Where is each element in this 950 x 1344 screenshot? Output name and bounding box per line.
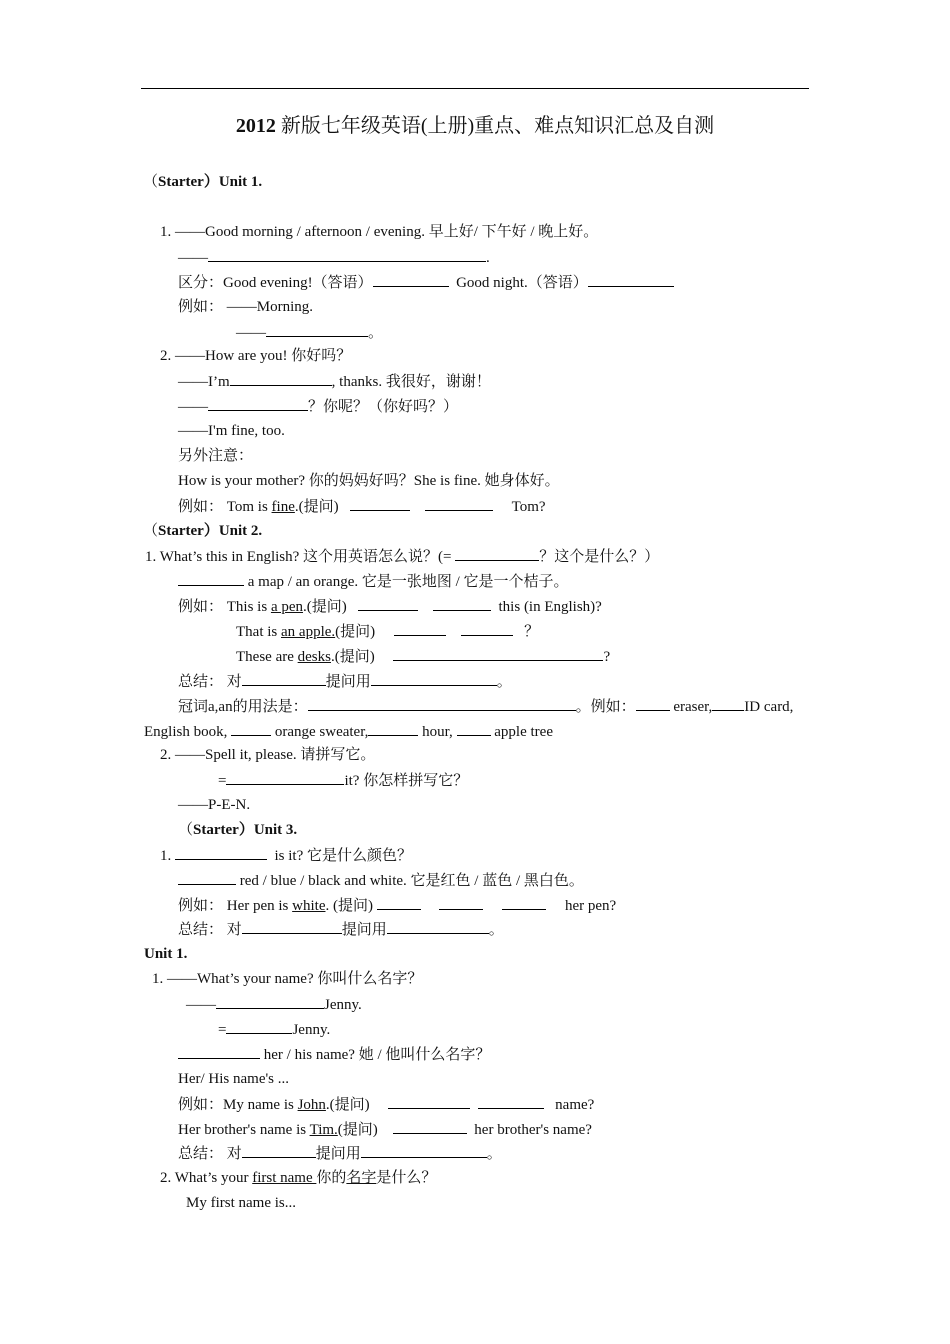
answer-blank[interactable] [208,396,308,411]
answer-blank[interactable] [373,272,449,287]
exercise-line: 例如： Tom is fine.(提问) Tom? [178,496,546,517]
answer-blank[interactable] [393,646,603,661]
exercise-line: 例如： ——Morning. [178,299,314,315]
answer-blank[interactable] [461,621,513,636]
answer-blank[interactable] [387,919,489,934]
answer-blank[interactable] [178,870,236,885]
answer-blank[interactable] [266,322,368,337]
answer-blank[interactable] [226,770,344,785]
answer-blank[interactable] [712,696,744,711]
answer-blank[interactable] [478,1094,544,1109]
section-heading: （Starter）Unit 1. [143,174,263,190]
exercise-line: her / his name? 她 / 他叫什么名字？ [178,1044,490,1065]
exercise-line: English book, orange sweater, hour, apple tree [144,721,553,742]
section-heading: （Starter）Unit 2. [143,523,263,539]
answer-blank[interactable] [242,671,326,686]
exercise-line: 总结： 对 提问用 。 [178,671,512,692]
exercise-line: = Jenny. [218,1019,330,1040]
page-title: 2012 新版七年级英语(上册)重点、难点知识汇总及自测 [235,115,715,137]
answer-blank[interactable] [231,721,271,736]
exercise-line: ——I’m , thanks. 我很好，谢谢！ [178,371,491,392]
answer-blank[interactable] [216,994,324,1009]
exercise-line: 例如：My name is John.(提问) name? [178,1094,594,1115]
exercise-line: —— ？你呢？（你好吗？） [178,396,458,417]
answer-blank[interactable] [175,845,267,860]
answer-blank[interactable] [457,721,491,736]
exercise-line: 另外注意： [178,448,254,464]
exercise-line: —— . [178,247,490,268]
exercise-line: 1. is it? 它是什么颜色？ [160,845,412,866]
answer-blank[interactable] [588,272,674,287]
answer-blank[interactable] [394,621,446,636]
exercise-line: 总结： 对 提问用 。 [178,1143,502,1164]
answer-blank[interactable] [377,895,421,910]
exercise-line: = it? 你怎样拼写它？ [218,770,468,791]
section-heading: Unit 1. [144,946,188,962]
section-heading: （Starter）Unit 3. [178,822,298,838]
exercise-line: Her/ His name's ... [178,1071,290,1087]
exercise-line: 总结： 对 提问用 。 [178,919,504,940]
exercise-line: 2. ——How are you! 你好吗？ [160,348,352,364]
answer-blank[interactable] [636,696,670,711]
exercise-line: ——P-E-N. [178,797,251,813]
exercise-line: That is an apple.(提问) ？ [236,621,539,642]
answer-blank[interactable] [439,895,483,910]
header-rule [141,88,809,89]
exercise-line: 2. ——Spell it, please. 请拼写它。 [160,747,376,763]
answer-blank[interactable] [208,247,486,262]
answer-blank[interactable] [368,721,418,736]
exercise-line: Her brother's name is Tim.(提问) her brother's name? [178,1119,592,1140]
exercise-line: 例如： This is a pen.(提问) this (in English)? [178,596,602,617]
exercise-line: 2. What’s your first name 你的名字是什么？ [160,1170,437,1186]
answer-blank[interactable] [502,895,546,910]
exercise-line: ——I'm fine, too. [178,423,285,439]
answer-blank[interactable] [178,571,244,586]
answer-blank[interactable] [242,1143,316,1158]
exercise-line: 区分：Good evening!（答语） Good night.（答语） [178,272,674,293]
exercise-line: 1. What’s this in English? 这个用英语怎么说？(= ？这个是什么？） [145,546,659,567]
exercise-line: 1. ——What’s your name? 你叫什么名字？ [152,971,423,987]
answer-blank[interactable] [242,919,342,934]
answer-blank[interactable] [361,1143,487,1158]
answer-blank[interactable] [433,596,491,611]
exercise-line: red / blue / black and white. 它是红色 / 蓝色 / 黑白色。 [178,870,584,891]
answer-blank[interactable] [178,1044,260,1059]
answer-blank[interactable] [388,1094,470,1109]
answer-blank[interactable] [425,496,493,511]
exercise-line: How is your mother? 你的妈妈好吗？She is fine. 她身体好。 [178,473,560,489]
exercise-line: My first name is... [186,1195,296,1211]
exercise-line: a map / an orange. 它是一张地图 / 它是一个桔子。 [178,571,569,592]
answer-blank[interactable] [358,596,418,611]
answer-blank[interactable] [455,546,539,561]
exercise-line: 1. ——Good morning / afternoon / evening. 早上好/ 下午好 / 晚上好。 [160,224,599,240]
answer-blank[interactable] [226,1019,292,1034]
exercise-line: These are desks.(提问) ? [236,646,610,667]
exercise-line: —— Jenny. [186,994,362,1015]
exercise-line: —— 。 [236,322,383,343]
answer-blank[interactable] [371,671,497,686]
answer-blank[interactable] [230,371,332,386]
exercise-line: 例如： Her pen is white. (提问) her pen? [178,895,616,916]
answer-blank[interactable] [350,496,410,511]
answer-blank[interactable] [393,1119,467,1134]
exercise-line: 冠词a,an的用法是： 。例如： eraser, ID card, [178,696,793,717]
answer-blank[interactable] [308,696,576,711]
